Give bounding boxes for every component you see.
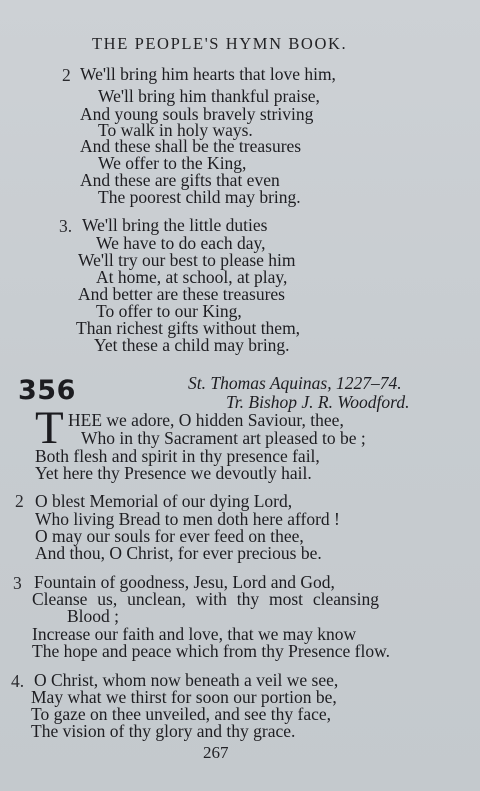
verse-line: We'll bring the little duties [82, 215, 268, 235]
running-title: THE PEOPLE'S HYMN BOOK. [92, 34, 348, 53]
verse-line: Blood ; [67, 606, 120, 626]
hymn-author: St. Thomas Aquinas, 1227–74. [188, 373, 402, 393]
verse-line: We offer to the King, [98, 153, 247, 173]
verse-line: And these shall be the treasures [80, 136, 302, 156]
verse-line: HEE we adore, O hidden Saviour, thee, [68, 410, 344, 430]
verse-number: 2 [62, 65, 71, 85]
verse-line: The poorest child may bring. [98, 187, 301, 207]
drop-cap: T [35, 402, 64, 454]
verse-line: We'll bring him thankful praise, [98, 86, 320, 106]
verse-line: Both flesh and spirit in thy presence fail, [35, 446, 320, 466]
verse-line: And thou, O Christ, for ever precious be. [35, 543, 322, 563]
verse-line: May what we thirst for soon our portion be, [31, 687, 337, 707]
verse-line: Fountain of goodness, Jesu, Lord and God, [34, 572, 335, 592]
verse-line: Than richest gifts without them, [76, 318, 301, 338]
verse-line: Cleanse us, unclean, with thy most cleansing [32, 589, 379, 609]
verse-line: And these are gifts that even [80, 170, 280, 190]
verse-line: The hope and peace which from thy Presence flow. [32, 641, 390, 661]
page-number: 267 [203, 743, 229, 762]
verse-line: To offer to our King, [96, 301, 242, 321]
verse-line: Who living Bread to men doth here afford ! [35, 509, 340, 529]
verse-line: And better are these treasures [78, 284, 285, 304]
verse-number: 3. [59, 216, 73, 236]
verse-number: 4. [11, 671, 25, 691]
verse-number: 3 [13, 573, 22, 593]
verse-line: The vision of thy glory and thy grace. [31, 721, 296, 741]
verse-line: We have to do each day, [96, 233, 266, 253]
verse-line: Yet these a child may bring. [94, 335, 290, 355]
verse-number: 2 [15, 491, 24, 511]
verse-line: And young souls bravely striving [80, 104, 314, 124]
verse-line: We'll bring him hearts that love him, [80, 64, 336, 84]
verse-line: We'll try our best to please him [78, 250, 296, 270]
verse-line: O Christ, whom now beneath a veil we see, [34, 670, 339, 690]
verse-line: Who in thy Sacrament art pleased to be ; [81, 428, 366, 448]
hymn-translator: Tr. Bishop J. R. Woodford. [226, 392, 410, 412]
verse-line: To gaze on thee unveiled, and see thy face, [31, 704, 332, 724]
verse-line: To walk in holy ways. [98, 120, 253, 140]
verse-line: Increase our faith and love, that we may know [32, 624, 357, 644]
verse-line: O blest Memorial of our dying Lord, [35, 491, 293, 511]
hymn-number: 356 [18, 375, 76, 406]
verse-line: At home, at school, at play, [96, 267, 288, 287]
verse-line: O may our souls for ever feed on thee, [35, 526, 304, 546]
verse-line: Yet here thy Presence we devoutly hail. [35, 463, 312, 483]
